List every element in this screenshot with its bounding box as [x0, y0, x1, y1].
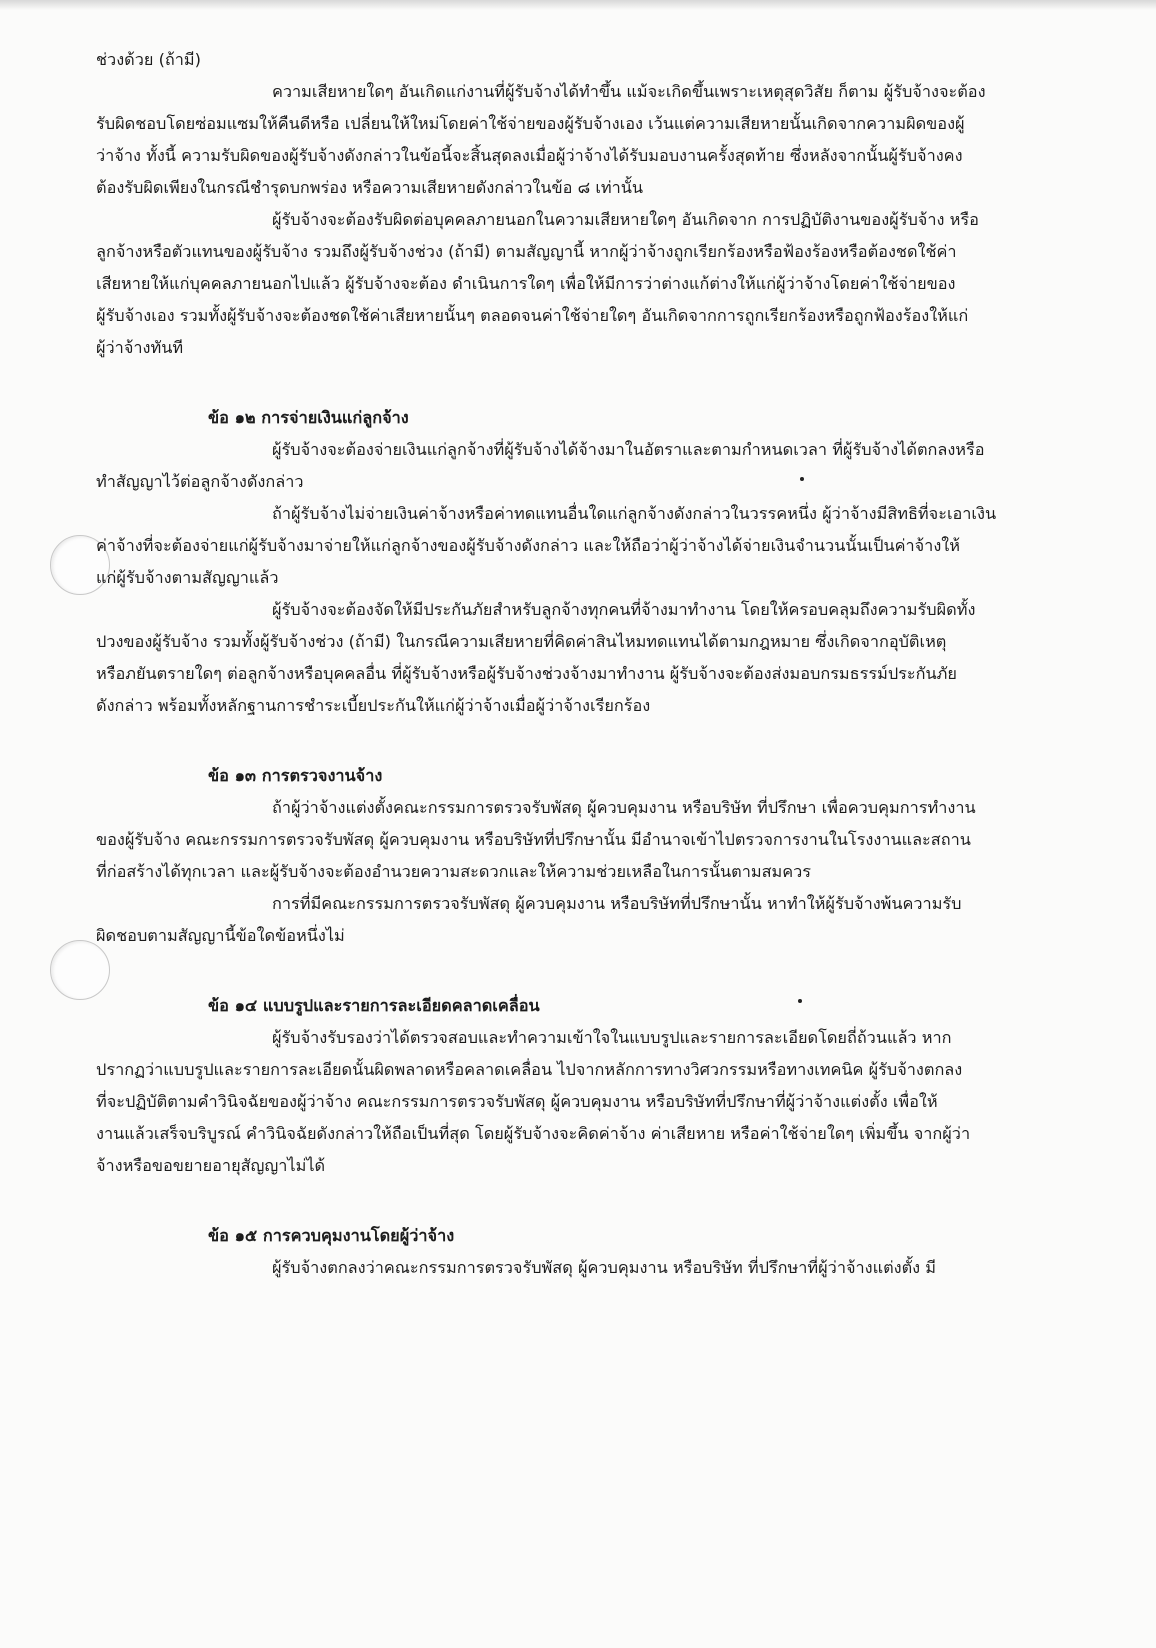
scan-top-shadow — [0, 0, 1156, 10]
text-line: ทำสัญญาไว้ต่อลูกจ้างดังกล่าว — [96, 472, 304, 491]
text-line: เสียหายให้แก่บุคคลภายนอกไปแล้ว ผู้รับจ้างจะต้อง ดำเนินการใดๆ เพื่อให้มีการว่าต่างแก้ต่างให้แก่ผู้ว่าจ้างโดยค่าใช้จ่ายของ — [96, 274, 956, 293]
text-line: ที่จะปฏิบัติตามคำวินิจฉัยของผู้ว่าจ้าง คณะกรรมการตรวจรับพัสดุ ผู้ควบคุมงาน หรือบริษัทที่ปรึกษาที่ผู้ว่าจ้างแต่งตั้ง เพื่อให้ — [96, 1092, 938, 1111]
section-heading: ข้อ ๑๓ การตรวจงานจ้าง — [208, 766, 383, 785]
text-line: ผู้รับจ้างจะต้องรับผิดต่อบุคคลภายนอกในความเสียหายใดๆ อันเกิดจาก การปฏิบัติงานของผู้รับจ้าง หรือ — [272, 210, 979, 229]
text-line: จ้างหรือขอขยายอายุสัญญาไม่ได้ — [96, 1156, 326, 1175]
text-line: หรือภยันตรายใดๆ ต่อลูกจ้างหรือบุคคลอื่น ที่ผู้รับจ้างหรือผู้รับจ้างช่วงจ้างมาทำงาน ผู้รับจ้างจะต้องส่งมอบกรมธรรม์ประกันภัย — [96, 664, 957, 683]
text-line: ต้องรับผิดเพียงในกรณีชำรุดบกพร่อง หรือความเสียหายดังกล่าวในข้อ ๘ เท่านั้น — [96, 178, 644, 197]
text-line: ว่าจ้าง ทั้งนี้ ความรับผิดของผู้รับจ้างดังกล่าวในข้อนี้จะสิ้นสุดลงเมื่อผู้ว่าจ้างได้รับมอบงานครั้งสุดท้าย ซึ่งหลังจากนั้นผู้รับจ้างคง — [96, 146, 963, 165]
text-line: ค่าจ้างที่จะต้องจ่ายแก่ผู้รับจ้างมาจ่ายให้แก่ลูกจ้างของผู้รับจ้างดังกล่าว และให้ถือว่าผู้ว่าจ้างได้จ่ายเงินจำนวนนั้นเป็นค่าจ้างให้ — [96, 536, 960, 555]
text-line: แก่ผู้รับจ้างตามสัญญาแล้ว — [96, 568, 279, 587]
section-15 — [96, 1220, 1056, 1284]
text-line: ปวงของผู้รับจ้าง รวมทั้งผู้รับจ้างช่วง (ถ้ามี) ในกรณีความเสียหายที่คิดค่าสินไหมทดแทนได้ตามกฎหมาย ซึ่งเกิดจากอุบัติเหตุ — [96, 632, 947, 651]
text-line: ปรากฏว่าแบบรูปและรายการละเอียดนั้นผิดพลาดหรือคลาดเคลื่อน ไปจากหลักการทางวิศวกรรมหรือทางเทคนิค ผู้รับจ้างตกลง — [96, 1060, 963, 1079]
section-heading: ข้อ ๑๒ การจ่ายเงินแก่ลูกจ้าง — [208, 408, 409, 427]
text-line: ความเสียหายใดๆ อันเกิดแก่งานที่ผู้รับจ้างได้ทำขึ้น แม้จะเกิดขึ้นเพราะเหตุสุดวิสัย ก็ตาม ผู้รับจ้างจะต้อง — [272, 82, 986, 101]
text-line: ผู้รับจ้างจะต้องจ่ายเงินแก่ลูกจ้างที่ผู้รับจ้างได้จ้างมาในอัตราและตามกำหนดเวลา ที่ผู้รับจ้างได้ตกลงหรือ — [272, 440, 985, 459]
text-line: ถ้าผู้ว่าจ้างแต่งตั้งคณะกรรมการตรวจรับพัสดุ ผู้ควบคุมงาน หรือบริษัท ที่ปรึกษา เพื่อควบคุมการทำงาน — [272, 798, 976, 817]
section-12 — [96, 402, 1056, 722]
section-heading: ข้อ ๑๔ แบบรูปและรายการละเอียดคลาดเคลื่อน — [208, 996, 540, 1015]
text-line: ที่ก่อสร้างได้ทุกเวลา และผู้รับจ้างจะต้องอำนวยความสะดวกและให้ความช่วยเหลือในการนั้นตามสมควร — [96, 862, 812, 881]
text-line: ผู้รับจ้างรับรองว่าได้ตรวจสอบและทำความเข้าใจในแบบรูปและรายการละเอียดโดยถี่ถ้วนแล้ว หาก — [272, 1028, 952, 1047]
text-line: ดังกล่าว พร้อมทั้งหลักฐานการชำระเบี้ยประกันให้แก่ผู้ว่าจ้างเมื่อผู้ว่าจ้างเรียกร้อง — [96, 696, 651, 715]
text-line: ถ้าผู้รับจ้างไม่จ่ายเงินค่าจ้างหรือค่าทดแทนอื่นใดแก่ลูกจ้างดังกล่าวในวรรคหนึ่ง ผู้ว่าจ้างมีสิทธิที่จะเอาเงิน — [272, 504, 997, 523]
section-14 — [96, 990, 1056, 1182]
text-line: รับผิดชอบโดยซ่อมแซมให้คืนดีหรือ เปลี่ยนให้ใหม่โดยค่าใช้จ่ายของผู้รับจ้างเอง เว้นแต่ความเสียหายนั้นเกิดจากความผิดของผู้ — [96, 114, 965, 133]
text-line: ผู้รับจ้างจะต้องจัดให้มีประกันภัยสำหรับลูกจ้างทุกคนที่จ้างมาทำงาน โดยให้ครอบคลุมถึงความรับผิดทั้ง — [272, 600, 976, 619]
text-line: ผู้รับจ้างตกลงว่าคณะกรรมการตรวจรับพัสดุ ผู้ควบคุมงาน หรือบริษัท ที่ปรึกษาที่ผู้ว่าจ้างแต่งตั้ง มี — [272, 1258, 937, 1277]
text-line: ผิดชอบตามสัญญานี้ข้อใดข้อหนึ่งไม่ — [96, 926, 345, 945]
text-line: งานแล้วเสร็จบริบูรณ์ คำวินิจฉัยดังกล่าวให้ถือเป็นที่สุด โดยผู้รับจ้างจะคิดค่าจ้าง ค่าเสียหาย หรือค่าใช้จ่ายใดๆ เพิ่มขึ้น จากผู้ว่า — [96, 1124, 971, 1143]
paragraph-damage — [96, 76, 1056, 204]
text-line: ผู้รับจ้างเอง รวมทั้งผู้รับจ้างจะต้องชดใช้ค่าเสียหายนั้นๆ ตลอดจนค่าใช้จ่ายใดๆ อันเกิดจากการถูกเรียกร้องหรือถูกฟ้องร้องให้แก่ — [96, 306, 969, 325]
section-13 — [96, 760, 1056, 952]
text-line: ผู้ว่าจ้างทันที — [96, 338, 184, 357]
paragraph-third-party — [96, 204, 1056, 364]
document-body — [96, 44, 1056, 1284]
section-heading: ข้อ ๑๕ การควบคุมงานโดยผู้ว่าจ้าง — [208, 1226, 455, 1245]
text-line: การที่มีคณะกรรมการตรวจรับพัสดุ ผู้ควบคุมงาน หรือบริษัทที่ปรึกษานั้น หาทำให้ผู้รับจ้างพ้นความรับ — [272, 894, 962, 913]
text-line: ของผู้รับจ้าง คณะกรรมการตรวจรับพัสดุ ผู้ควบคุมงาน หรือบริษัทที่ปรึกษานั้น มีอำนาจเข้าไปตรวจการงานในโรงงานและสถาน — [96, 830, 971, 849]
text-line: ลูกจ้างหรือตัวแทนของผู้รับจ้าง รวมถึงผู้รับจ้างช่วง (ถ้ามี) ตามสัญญานี้ หากผู้ว่าจ้างถูกเรียกร้องหรือฟ้องร้องหรือต้องชดใช้ค่า — [96, 242, 957, 261]
text-line: ช่วงด้วย (ถ้ามี) — [96, 50, 202, 69]
